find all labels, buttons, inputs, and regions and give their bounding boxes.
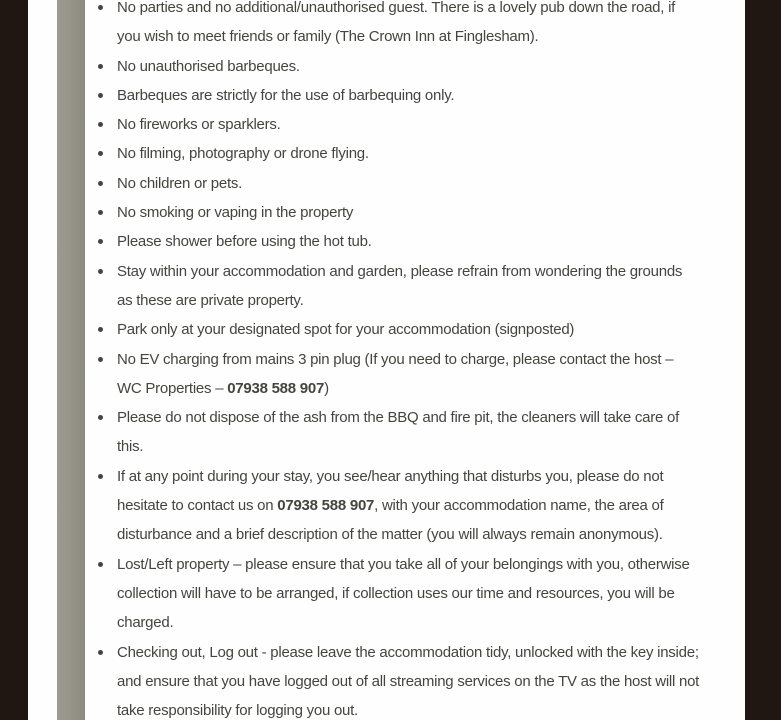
rule-text: No parties and no additional/unauthorised guest. There is a lovely pub down the road, if you wish to meet friends or family (The Crown Inn at Finglesham).	[117, 0, 676, 46]
rule-text: No filming, photography or drone flying.	[117, 145, 369, 163]
rule-item	[85, 403, 701, 462]
bullet-icon	[98, 357, 103, 362]
rule-item	[85, 227, 701, 256]
frame-right-bar	[745, 0, 781, 720]
rule-item	[85, 462, 701, 550]
bullet-icon	[98, 93, 103, 98]
bullet-icon	[98, 64, 103, 69]
bullet-icon	[98, 474, 103, 479]
rule-text: Please shower before using the hot tub.	[117, 233, 372, 251]
rule-text: No children or pets.	[117, 174, 243, 192]
bullet-icon	[98, 5, 103, 10]
bullet-icon	[98, 122, 103, 127]
bullet-icon	[98, 562, 103, 567]
rule-item	[85, 110, 701, 139]
rule-item	[85, 198, 701, 227]
rule-text: No fireworks or sparklers.	[117, 116, 281, 134]
rule-text: Barbeques are strictly for the use of barbequing only.	[117, 86, 455, 104]
rule-text: Park only at your designated spot for your accommodation (signposted)	[117, 321, 575, 339]
rule-item	[85, 52, 701, 81]
rule-item	[85, 0, 701, 52]
frame-left-bar	[0, 0, 28, 720]
bullet-icon	[98, 210, 103, 215]
rule-item	[85, 345, 701, 404]
rule-item	[85, 638, 701, 720]
rule-item	[85, 550, 701, 638]
rule-item	[85, 169, 701, 198]
rule-text: No unauthorised barbeques.	[117, 57, 300, 75]
bullet-icon	[98, 327, 103, 332]
rule-item	[85, 315, 701, 344]
rule-text: No EV charging from mains 3 pin plug (If you need to charge, please contact the host – WC Properties – 07938 588 907)	[117, 350, 674, 397]
bullet-icon	[98, 269, 103, 274]
page-edge-accent-bar	[57, 0, 85, 720]
rule-text: Checking out, Log out - please leave the accommodation tidy, unlocked with the key inside; and ensure that you have logged out of all streaming services on the TV as the host will not take responsibility for logging you out.	[117, 643, 700, 720]
rule-text: No smoking or vaping in the property	[117, 204, 354, 222]
bullet-icon	[98, 650, 103, 655]
rule-text: If at any point during your stay, you see/hear anything that disturbs you, please do not hesitate to contact us on 07938 588 907, with your accommodation name, the area of disturbance and a brief description of the matter (you will always remain anonymous).	[117, 467, 664, 544]
house-rules-list	[85, 0, 701, 720]
bullet-icon	[98, 239, 103, 244]
rule-text: Lost/Left property – please ensure that you take all of your belongings with you, otherwise collection will have to be arranged, if collection uses our time and resources, you will be charged.	[117, 555, 690, 632]
bullet-icon	[98, 181, 103, 186]
rule-item	[85, 139, 701, 168]
rule-text: Stay within your accommodation and garden, please refrain from wondering the grounds as these are private property.	[117, 262, 683, 309]
rule-text: Please do not dispose of the ash from the BBQ and fire pit, the cleaners will take care of this.	[117, 409, 679, 456]
rule-item	[85, 81, 701, 110]
document-page	[85, 0, 725, 720]
bullet-icon	[98, 415, 103, 420]
bullet-icon	[98, 151, 103, 156]
rule-item	[85, 257, 701, 316]
